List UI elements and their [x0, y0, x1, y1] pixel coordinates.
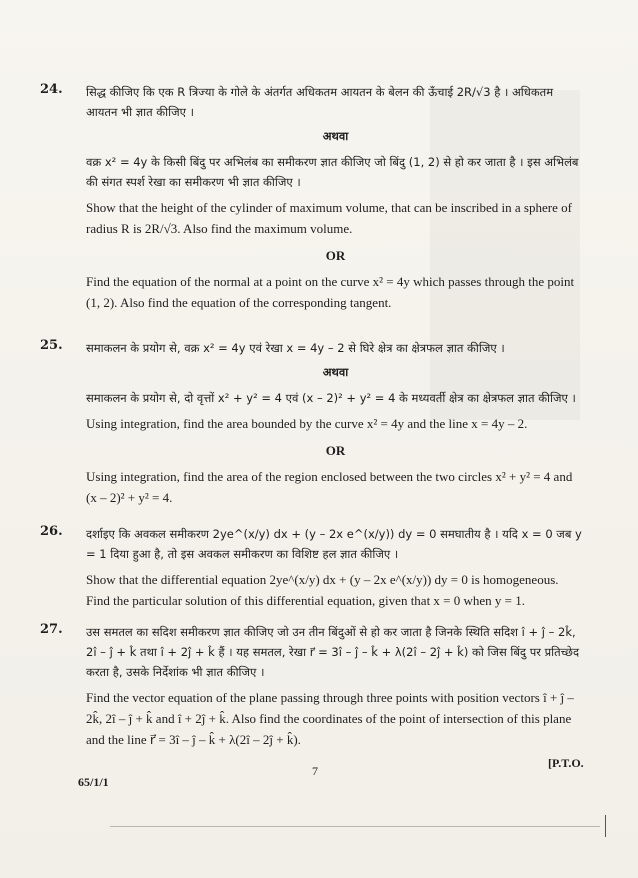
question-number: 26.	[40, 524, 63, 539]
page-number: 7	[312, 764, 318, 778]
or-hindi: अथवा	[322, 129, 349, 144]
question-26	[40, 524, 585, 618]
question-english-main: Show that the differential equation 2ye^(x/y) dx + (y – 2x e^(x/y)) dy = 0 is homogeneous. Find the particular solution of this differential equation, given that x = 0 when y = 1.	[86, 572, 559, 609]
question-english-main: Find the vector equation of the plane passing through three points with position vectors î + ĵ – 2k̂, 2î – ĵ + k̂ and î + 2ĵ + k̂. Also find the coordinates of the point of intersection of this plane and the line r⃗ = 3î – ĵ – k̂ + λ(2î – 2ĵ + k̂).	[86, 690, 574, 747]
question-27	[40, 622, 585, 757]
margin-tick-mark	[605, 815, 606, 837]
question-english-main: Using integration, find the area bounded by the curve x² = 4y and the line x = 4y – 2.	[86, 416, 528, 432]
question-number: 27.	[40, 622, 63, 637]
question-english-main: Show that the height of the cylinder of maximum volume, that can be inscribed in a sphere of radius R is 2R/√3. Also find the maximum volume.	[86, 200, 572, 237]
or-hindi: अथवा	[322, 365, 349, 380]
question-number: 25.	[40, 338, 63, 353]
question-english-alt: Find the equation of the normal at a point on the curve x² = 4y which passes through the point (1, 2). Also find the equation of the corresponding tangent.	[86, 274, 575, 310]
question-hindi-main: सिद्ध कीजिए कि एक R त्रिज्या के गोले के अंतर्गत अधिकतम आयतन के बेलन की ऊँचाई 2R/√3 है । अधिकतम आयतन भी ज्ञात कीजिए ।	[86, 85, 554, 120]
question-25	[40, 338, 585, 515]
paper-code: 65/1/1	[78, 775, 109, 789]
pto-label: [P.T.O.	[548, 756, 584, 770]
question-english-alt: Using integration, find the area of the region enclosed between the two circles x² + y² = 4 and (x – 2)² + y² = 4.	[86, 469, 573, 505]
question-hindi-main: उस समतल का सदिश समीकरण ज्ञात कीजिए जो उन तीन बिंदुओं से हो कर जाता है जिनके स्थिति सदिश î + ĵ – 2k̂, 2î – ĵ + k̂ तथा î + 2ĵ + k̂ हैं । यह समतल, रेखा r⃗ = 3î – ĵ – k̂ + λ(2î – 2ĵ + k̂) को जिस बिंदु पर प्रतिच्छेद करता है, उसके निर्देशांक भी ज्ञात कीजिए ।	[86, 625, 580, 680]
question-hindi-alt: समाकलन के प्रयोग से, दो वृत्तों x² + y² = 4 एवं (x – 2)² + y² = 4 के मध्यवर्ती क्षेत्र का क्षेत्रफल ज्ञात कीजिए ।	[86, 390, 576, 405]
or-english: OR	[325, 247, 346, 263]
bottom-rule-line	[110, 826, 600, 827]
question-hindi-main: दर्शाइए कि अवकल समीकरण 2ye^(x/y) dx + (y – 2x e^(x/y)) dy = 0 समघातीय है । यदि x = 0 जब y = 1 दिया हुआ है, तो इस अवकल समीकरण का विशिष्ट हल ज्ञात कीजिए ।	[86, 527, 582, 562]
question-number: 24.	[40, 82, 63, 97]
question-hindi-main: समाकलन के प्रयोग से, वक्र x² = 4y एवं रेखा x = 4y – 2 से घिरे क्षेत्र का क्षेत्रफल ज्ञात कीजिए ।	[86, 341, 505, 355]
question-hindi-alt: वक्र x² = 4y के किसी बिंदु पर अभिलंब का समीकरण ज्ञात कीजिए जो बिंदु (1, 2) से हो कर जाता है । इस अभिलंब की संगत स्पर्श रेखा का समीकरण भी ज्ञात कीजिए ।	[86, 155, 579, 190]
or-english: OR	[325, 442, 346, 458]
question-24	[40, 82, 585, 320]
